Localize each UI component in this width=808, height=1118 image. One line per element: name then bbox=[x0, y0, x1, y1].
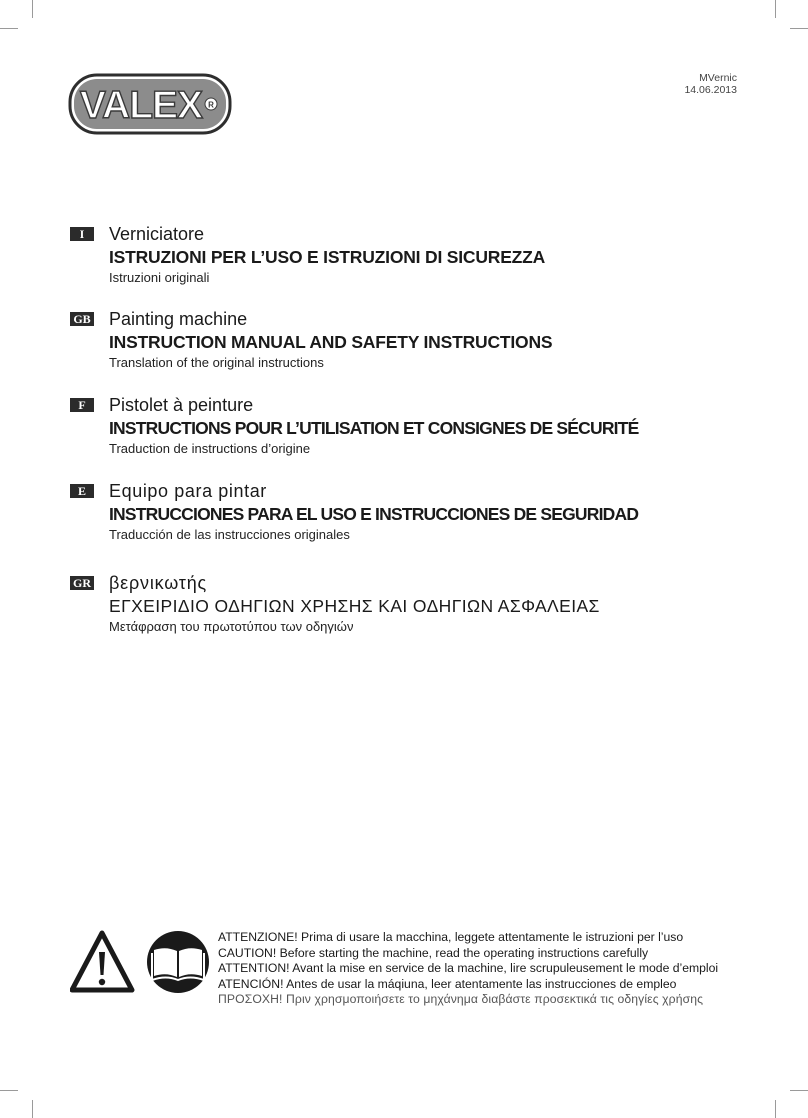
manual-heading: ISTRUZIONI PER L’USO E ISTRUZIONI DI SICUREZZA bbox=[109, 247, 546, 267]
crop-mark bbox=[32, 1100, 33, 1118]
manual-heading: ΕΓΧΕΙΡΙΔΙΟ ΟΔΗΓΙΩΝ ΧΡΗΣΗΣ ΚΑΙ ΟΔΗΓΙΩΝ ΑΣΦΑΛΕΙΑΣ bbox=[109, 596, 600, 616]
manual-subtitle: Translation of the original instructions bbox=[109, 355, 324, 370]
warning-line-es: ATENCIÓN! Antes de usar la máqiuna, leer atentamente las instrucciones de empleo bbox=[218, 976, 677, 991]
valex-logo bbox=[68, 73, 232, 135]
crop-mark bbox=[775, 1100, 776, 1118]
safety-warnings bbox=[218, 930, 718, 1008]
language-badge: GB bbox=[70, 312, 94, 326]
crop-mark bbox=[0, 1090, 18, 1091]
crop-mark bbox=[775, 0, 776, 18]
warning-triangle-icon bbox=[72, 933, 132, 990]
registered-mark: R bbox=[208, 100, 214, 110]
manual-subtitle: Μετάφραση του πρωτοτύπου των οδηγιών bbox=[109, 619, 354, 634]
machine-name: Equipo para pintar bbox=[109, 481, 267, 501]
crop-mark bbox=[790, 1090, 808, 1091]
manual-subtitle: Traducción de las instrucciones originales bbox=[109, 527, 350, 542]
warning-line-gb: CAUTION! Before starting the machine, read the operating instructions carefully bbox=[218, 945, 649, 960]
manual-heading: INSTRUCCIONES PARA EL USO E INSTRUCCIONES DE SEGURIDAD bbox=[109, 504, 639, 524]
language-badge: F bbox=[70, 398, 94, 412]
document-date: 14.06.2013 bbox=[684, 84, 737, 96]
warning-line-it: ATTENZIONE! Prima di usare la macchina, leggete attentamente le istruzioni per l’uso bbox=[218, 930, 684, 944]
machine-name: Pistolet à peinture bbox=[109, 395, 254, 415]
logo-text: VALEX bbox=[79, 84, 203, 127]
warning-line-gr: ΠΡΟΣΟΧΗ! Πριν χρησμοποιήσετε το μηχάνημα διαβάστε προσεκτικά τις οδηγίες χρήσης bbox=[218, 992, 704, 1007]
crop-mark bbox=[32, 0, 33, 18]
read-manual-icon bbox=[147, 931, 209, 993]
manual-subtitle: Traduction de instructions d’origine bbox=[109, 441, 311, 456]
manual-subtitle: Istruzioni originali bbox=[109, 270, 210, 285]
machine-name: βερνικωτής bbox=[109, 573, 207, 593]
document-code: MVernic bbox=[699, 72, 737, 84]
language-badge: I bbox=[70, 227, 94, 241]
warning-icons bbox=[70, 930, 212, 999]
language-badge: E bbox=[70, 484, 94, 498]
document-meta bbox=[684, 72, 737, 96]
warning-line-fr: ATTENTION! Avant la mise en service de la machine, lire scrupuleusement le mode d’emploi bbox=[218, 961, 719, 976]
machine-name: Verniciatore bbox=[109, 224, 205, 244]
crop-mark bbox=[790, 28, 808, 29]
manual-heading: INSTRUCTIONS POUR L’UTILISATION ET CONSIGNES DE SÉCURITÉ bbox=[109, 418, 639, 438]
crop-mark bbox=[0, 28, 18, 29]
machine-name: Painting machine bbox=[109, 309, 248, 329]
manual-heading: INSTRUCTION MANUAL AND SAFETY INSTRUCTIONS bbox=[109, 332, 553, 352]
language-badge: GR bbox=[70, 576, 94, 590]
